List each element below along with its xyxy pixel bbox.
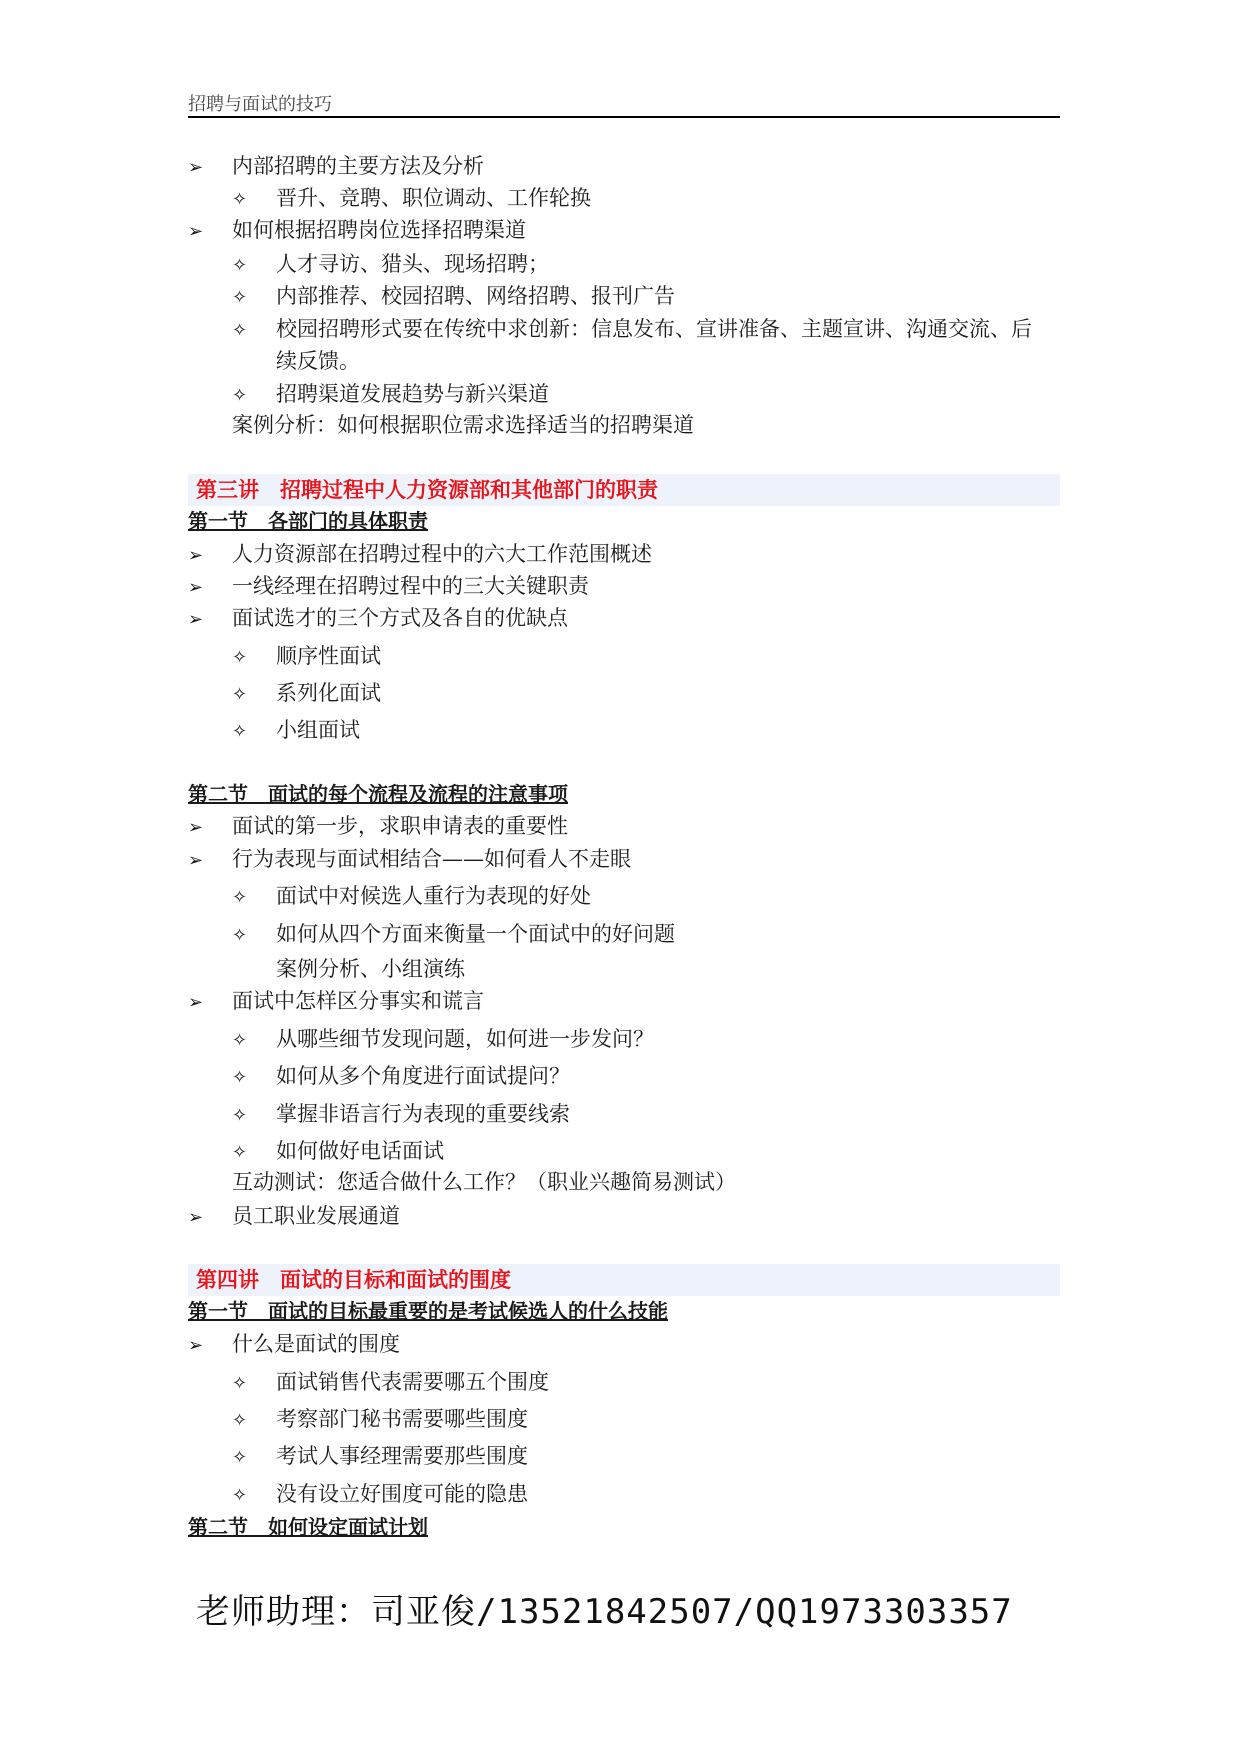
list-item: ✧ 考察部门秘书需要哪些围度 [232,1405,528,1435]
list-item: ✧ 系列化面试 [232,679,381,709]
arrow-bullet-icon: ➢ [188,157,204,178]
arrow-bullet-icon: ➢ [188,545,204,566]
arrow-bullet-icon: ➢ [188,1335,204,1356]
subsection-title: 第一节 各部门的具体职责 [188,509,428,533]
arrow-bullet-icon: ➢ [188,609,204,630]
diamond-bullet-icon: ✧ [232,1410,248,1431]
diamond-bullet-icon: ✧ [232,189,248,210]
page-header [188,86,1060,118]
arrow-bullet-icon: ➢ [188,992,204,1013]
list-item: ✧ 没有设立好围度可能的隐患 [232,1480,528,1510]
diamond-bullet-icon: ✧ [232,255,248,276]
list-item: ✧ 掌握非语言行为表现的重要线索 [232,1100,570,1130]
list-item: ➢ 人力资源部在招聘过程中的六大工作范围概述 [188,540,652,570]
diamond-bullet-icon: ✧ [232,721,248,742]
section-title: 第四讲 面试的目标和面试的围度 [188,1264,1060,1296]
subsection-title: 第二节 面试的每个流程及流程的注意事项 [188,782,568,806]
assistant-contact: 老师助理：司亚俊/13521842507/QQ1973303357 [196,1592,1013,1632]
list-item: ✧ 小组面试 [232,716,360,746]
list-item: ➢ 面试中怎样区分事实和谎言 [188,987,484,1017]
list-item: ✧ 如何从四个方面来衡量一个面试中的好问题 [232,920,675,950]
list-item: ✧ 招聘渠道发展趋势与新兴渠道 [232,380,549,410]
diamond-bullet-icon: ✧ [232,1105,248,1126]
diamond-bullet-icon: ✧ [232,1030,248,1051]
diamond-bullet-icon: ✧ [232,287,248,308]
list-item: ➢ 什么是面试的围度 [188,1330,400,1360]
arrow-bullet-icon: ➢ [188,577,204,598]
list-item: ✧ 如何做好电话面试 [232,1137,444,1167]
list-item: ➢ 如何根据招聘岗位选择招聘渠道 [188,216,526,246]
diamond-bullet-icon: ✧ [232,1067,248,1088]
diamond-bullet-icon: ✧ [232,1485,248,1506]
list-item: ✧ 内部推荐、校园招聘、网络招聘、报刊广告 [232,282,675,312]
list-item: ➢ 面试选才的三个方式及各自的优缺点 [188,604,568,634]
list-item: ➢ 面试的第一步，求职申请表的重要性 [188,812,568,842]
arrow-bullet-icon: ➢ [188,850,204,871]
list-item: ✧ 校园招聘形式要在传统中求创新：信息发布、宣讲准备、主题宣讲、沟通交流、后 [232,315,1032,345]
arrow-bullet-icon: ➢ [188,221,204,242]
list-item: ✧ 顺序性面试 [232,642,381,672]
list-item: ✧ 考试人事经理需要那些围度 [232,1442,528,1472]
diamond-bullet-icon: ✧ [232,385,248,406]
list-item: ➢ 员工职业发展通道 [188,1202,400,1232]
subsection-title: 第二节 如何设定面试计划 [188,1515,428,1539]
subsection-title: 第一节 面试的目标最重要的是考试候选人的什么技能 [188,1299,668,1323]
list-item: ➢ 一线经理在招聘过程中的三大关键职责 [188,572,589,602]
list-item-continuation: 续反馈。 [276,349,360,373]
case-note: 案例分析：如何根据职位需求选择适当的招聘渠道 [232,413,694,437]
header-title: 招聘与面试的技巧 [188,94,332,115]
diamond-bullet-icon: ✧ [232,1373,248,1394]
case-note: 案例分析、小组演练 [276,957,465,981]
list-item: ✧ 人才寻访、猎头、现场招聘； [232,250,549,280]
list-item: ✧ 从哪些细节发现问题，如何进一步发问？ [232,1025,654,1055]
section-title: 第三讲 招聘过程中人力资源部和其他部门的职责 [188,474,1060,506]
list-item: ✧ 面试中对候选人重行为表现的好处 [232,882,591,912]
diamond-bullet-icon: ✧ [232,647,248,668]
diamond-bullet-icon: ✧ [232,684,248,705]
arrow-bullet-icon: ➢ [188,1207,204,1228]
case-note: 互动测试：您适合做什么工作？（职业兴趣简易测试） [232,1170,736,1194]
list-item: ✧ 如何从多个角度进行面试提问？ [232,1062,570,1092]
diamond-bullet-icon: ✧ [232,1447,248,1468]
list-item: ✧ 晋升、竞聘、职位调动、工作轮换 [232,184,591,214]
list-item: ➢ 内部招聘的主要方法及分析 [188,152,484,182]
list-item: ➢ 行为表现与面试相结合——如何看人不走眼 [188,845,631,875]
arrow-bullet-icon: ➢ [188,817,204,838]
diamond-bullet-icon: ✧ [232,925,248,946]
diamond-bullet-icon: ✧ [232,320,248,341]
list-item: ✧ 面试销售代表需要哪五个围度 [232,1368,549,1398]
diamond-bullet-icon: ✧ [232,1142,248,1163]
diamond-bullet-icon: ✧ [232,887,248,908]
